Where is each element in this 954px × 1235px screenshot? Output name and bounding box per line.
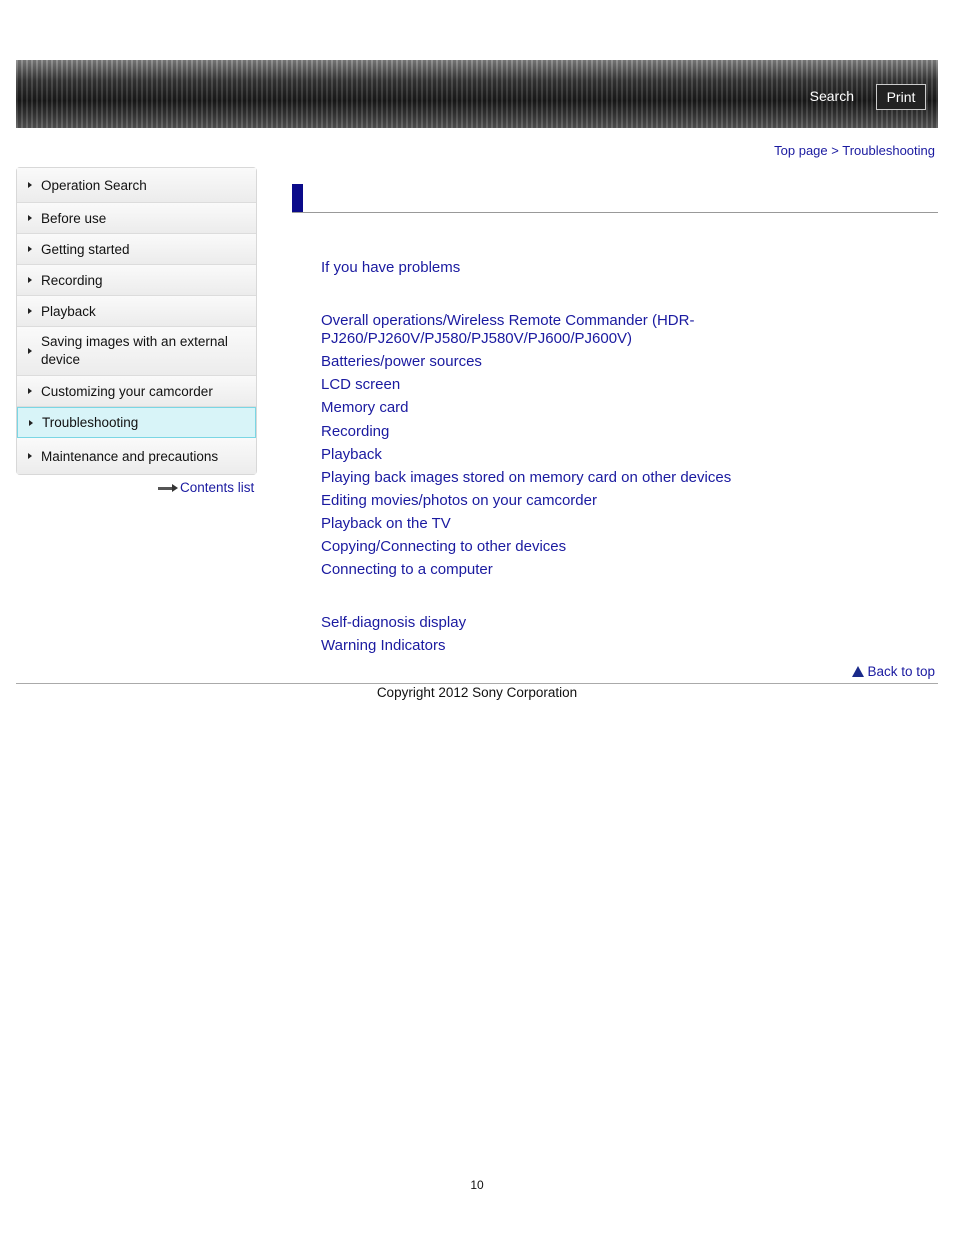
sidebar-item-troubleshooting[interactable] [17, 407, 256, 438]
triangle-right-icon [29, 420, 33, 426]
sidebar-item-recording[interactable] [17, 265, 256, 296]
sidebar-item-operation-search[interactable] [17, 168, 256, 203]
breadcrumb-separator: > [831, 143, 839, 158]
link-overall-operations[interactable]: Overall operations/Wireless Remote Commander (HDR-PJ260/PJ260V/PJ580/PJ580V/PJ600/PJ600V) [321, 312, 695, 347]
triangle-right-icon [28, 277, 32, 283]
print-button[interactable]: Print [876, 84, 926, 110]
link-self-diagnosis[interactable]: Self-diagnosis display [321, 614, 467, 631]
back-to-top-label: Back to top [867, 664, 935, 679]
page-number: 10 [470, 1178, 484, 1192]
triangle-right-icon [28, 215, 32, 221]
sidebar-item-label: Troubleshooting [42, 415, 139, 430]
triangle-up-icon [852, 666, 864, 677]
triangle-right-icon [28, 348, 32, 354]
link-playback-tv[interactable]: Playback on the TV [321, 515, 451, 532]
sidebar-item-label: Before use [41, 210, 107, 226]
arrow-right-icon [158, 485, 178, 491]
link-connecting-computer[interactable]: Connecting to a computer [321, 561, 493, 578]
link-copying-connecting[interactable]: Copying/Connecting to other devices [321, 538, 567, 555]
breadcrumb-top-page[interactable]: Top page [774, 143, 828, 158]
sidebar-item-label: Recording [41, 272, 103, 288]
footer-divider [16, 683, 938, 684]
sidebar-item-playback[interactable] [17, 296, 256, 327]
link-memory-card[interactable]: Memory card [321, 399, 409, 416]
sidebar-item-customizing[interactable] [17, 376, 256, 407]
copyright-text: Copyright 2012 Sony Corporation [376, 685, 578, 700]
link-batteries[interactable]: Batteries/power sources [321, 353, 482, 370]
sidebar-item-label: Operation Search [41, 177, 147, 193]
back-to-top-link[interactable] [852, 664, 935, 679]
triangle-right-icon [28, 182, 32, 188]
contents-list-link[interactable] [158, 480, 254, 495]
sidebar-item-saving-images[interactable] [17, 327, 256, 376]
sidebar-item-label: Getting started [41, 241, 130, 257]
triangle-right-icon [28, 308, 32, 314]
triangle-right-icon [28, 246, 32, 252]
sidebar-item-label: Playback [41, 303, 96, 319]
breadcrumb [774, 143, 935, 158]
sidebar-item-label: Customizing your camcorder [41, 383, 213, 399]
search-button[interactable]: Search [809, 88, 854, 104]
triangle-right-icon [28, 388, 32, 394]
link-lcd-screen[interactable]: LCD screen [321, 376, 401, 393]
link-warning-indicators[interactable]: Warning Indicators [321, 637, 446, 654]
title-divider [292, 212, 938, 213]
header-bar [16, 60, 938, 128]
contents-list-label: Contents list [180, 480, 255, 495]
link-recording[interactable]: Recording [321, 423, 390, 440]
section-title-marker [292, 184, 303, 213]
sidebar-item-getting-started[interactable] [17, 234, 256, 265]
triangle-right-icon [28, 453, 32, 459]
breadcrumb-current[interactable]: Troubleshooting [842, 143, 935, 158]
sidebar-nav [16, 167, 257, 475]
link-if-you-have-problems[interactable]: If you have problems [321, 259, 461, 276]
link-playback[interactable]: Playback [321, 446, 382, 463]
sidebar-item-before-use[interactable] [17, 203, 256, 234]
sidebar-item-maintenance[interactable] [17, 438, 256, 474]
link-editing[interactable]: Editing movies/photos on your camcorder [321, 492, 597, 509]
sidebar-item-label: Saving images with an external device [41, 334, 228, 367]
link-playing-back-other-devices[interactable]: Playing back images stored on memory card on other devices [321, 469, 732, 486]
sidebar-item-label: Maintenance and precautions [41, 448, 219, 464]
